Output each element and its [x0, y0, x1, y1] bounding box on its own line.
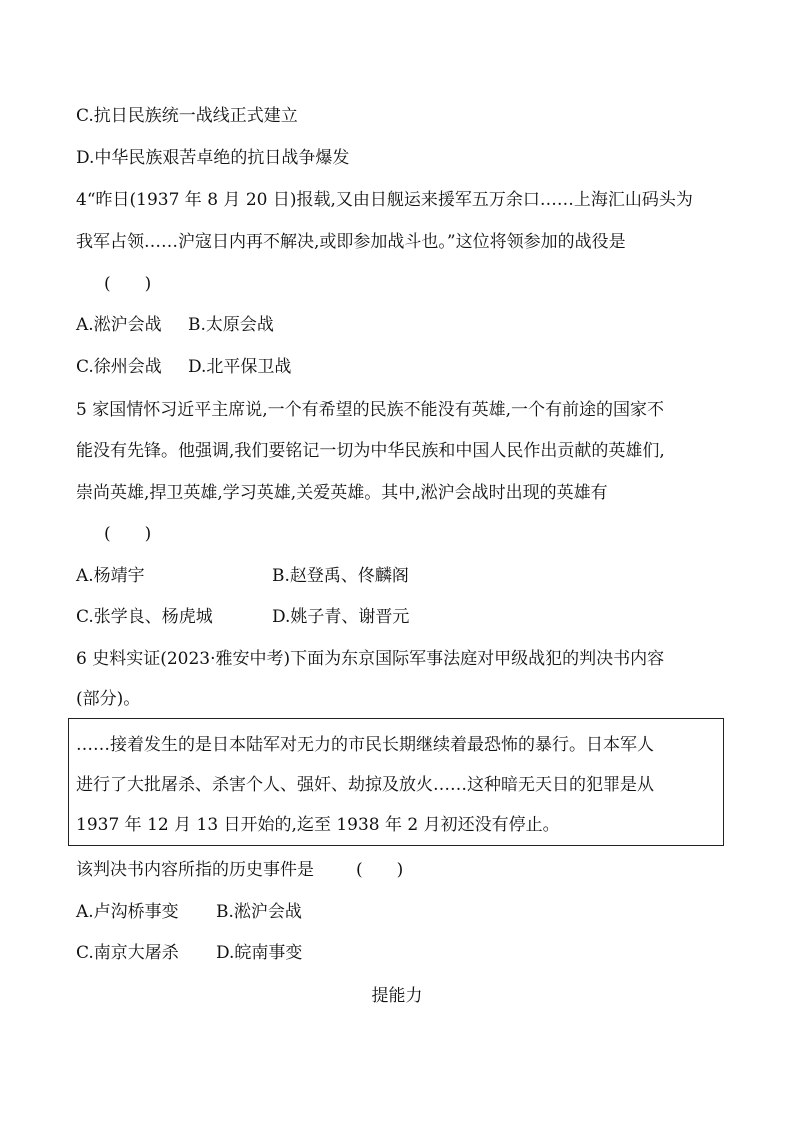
- q5-stem-line2: 能没有先锋。他强调,我们要铭记一切为中华民族和中国人民作出贡献的英雄们,: [76, 441, 665, 461]
- q5-option-b: B.赵登禹、佟麟阁: [272, 566, 409, 586]
- prev-option-c: C.抗日民族统一战线正式建立: [76, 106, 298, 126]
- q5-option-a: A.杨靖宇: [76, 566, 145, 586]
- q6-quote-line1: ……接着发生的是日本陆军对无力的市民长期继续着最恐怖的暴行。日本军人: [76, 735, 654, 755]
- prev-option-d: D.中华民族艰苦卓绝的抗日战争爆发: [76, 148, 350, 168]
- q6-answer-blank: ( ): [356, 860, 404, 880]
- q6-quote-line2: 进行了大批屠杀、杀害个人、强奸、劫掠及放火……这种暗无天日的犯罪是从: [76, 775, 654, 795]
- q6-stem-line2: (部分)。: [76, 689, 141, 709]
- q4-option-a: A.淞沪会战: [76, 315, 162, 335]
- q4-option-d: D.北平保卫战: [188, 357, 292, 377]
- q5-option-c: C.张学良、杨虎城: [76, 607, 213, 627]
- q5-stem-line3: 崇尚英雄,捍卫英雄,学习英雄,关爱英雄。其中,淞沪会战时出现的英雄有: [76, 483, 608, 503]
- q4-answer-blank: ( ): [104, 274, 152, 294]
- q5-answer-blank: ( ): [104, 524, 152, 544]
- q5-option-d: D.姚子青、谢晋元: [272, 607, 410, 627]
- q6-question-stem: 该判决书内容所指的历史事件是: [76, 860, 314, 880]
- q6-option-a: A.卢沟桥事变: [76, 902, 179, 922]
- q4-stem-line1: 4“昨日(1937 年 8 月 20 日)报载,又由日舰运来援军五万余口……上海汇山码头为: [76, 190, 693, 210]
- q4-stem-line2: 我军占领……沪寇日内再不解决,或即参加战斗也。”这位将领参加的战役是: [76, 232, 626, 252]
- q6-source-quote-box: [68, 718, 724, 846]
- q4-option-c: C.徐州会战: [76, 357, 162, 377]
- q6-quote-line3: 1937 年 12 月 13 日开始的,迄至 1938 年 2 月初还没有停止。: [76, 815, 560, 835]
- q5-stem-line1: 5 家国情怀习近平主席说,一个有希望的民族不能没有英雄,一个有前途的国家不: [76, 400, 665, 420]
- q6-option-b: B.淞沪会战: [216, 902, 302, 922]
- q4-option-b: B.太原会战: [188, 315, 274, 335]
- q6-option-d: D.皖南事变: [216, 943, 303, 963]
- q6-stem-line1: 6 史料实证(2023·雅安中考)下面为东京国际军事法庭对甲级战犯的判决书内容: [76, 649, 665, 669]
- q6-option-c: C.南京大屠杀: [76, 943, 179, 963]
- section-title: 提能力: [371, 986, 423, 1006]
